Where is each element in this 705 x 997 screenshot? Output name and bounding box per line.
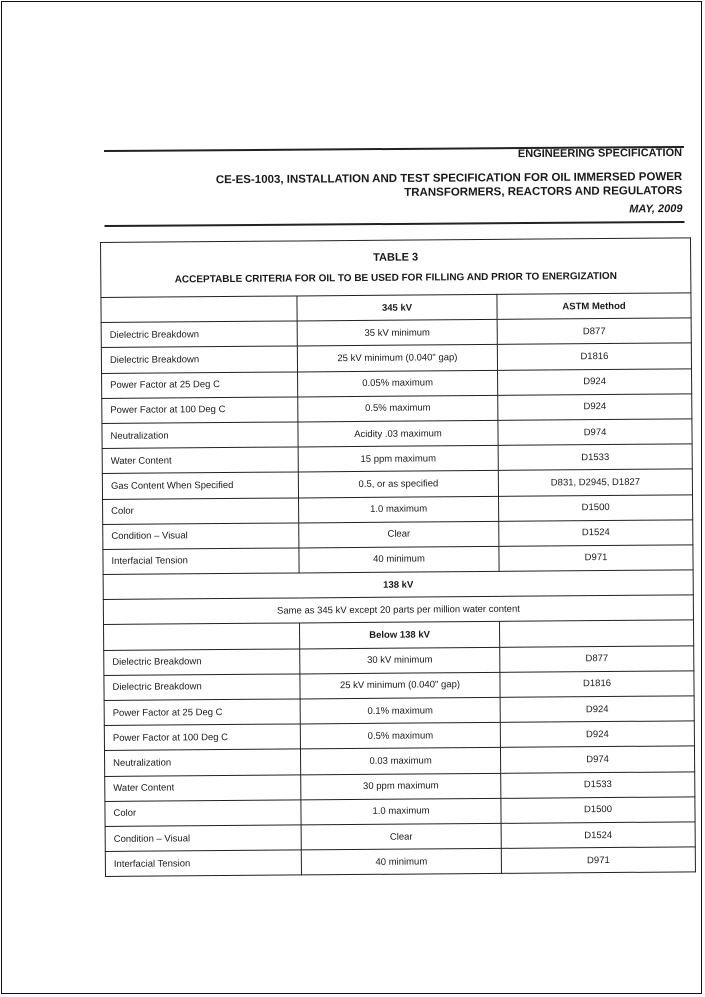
astm-method-cell: D1816 — [500, 671, 694, 698]
astm-method-cell: D877 — [497, 318, 691, 345]
oil-criteria-table-wrapper — [100, 237, 695, 877]
table-title-cell — [101, 238, 691, 298]
table-title: TABLE 3 — [373, 251, 419, 264]
astm-method-cell: D924 — [498, 368, 692, 395]
parameter-cell: Power Factor at 25 Deg C — [104, 699, 300, 726]
parameter-cell: Color — [105, 800, 301, 827]
criteria-value-cell: Clear — [301, 823, 501, 850]
astm-method-cell: D974 — [498, 419, 692, 446]
criteria-value-cell: 25 kV minimum (0.040" gap) — [300, 672, 500, 699]
criteria-value-cell: Clear — [299, 521, 499, 548]
parameter-cell: Dielectric Breakdown — [101, 346, 297, 373]
astm-method-cell: D924 — [500, 696, 694, 723]
oil-criteria-table — [100, 237, 696, 877]
astm-method-cell: D1500 — [499, 494, 693, 521]
engineering-spec-label: ENGINEERING SPECIFICATION — [517, 146, 683, 161]
criteria-value-cell: 1.0 maximum — [301, 798, 501, 825]
parameter-cell: Dielectric Breakdown — [104, 674, 300, 701]
parameter-cell: Interfacial Tension — [103, 548, 299, 575]
astm-method-cell: D1533 — [501, 771, 695, 798]
parameter-cell: Power Factor at 100 Deg C — [104, 724, 300, 751]
column-header-below-138kv: Below 138 kV — [300, 622, 500, 649]
astm-method-cell: D1500 — [501, 797, 695, 824]
criteria-value-cell: 0.05% maximum — [298, 370, 498, 397]
parameter-cell: Interfacial Tension — [105, 850, 301, 877]
astm-method-cell: D1816 — [497, 343, 691, 370]
astm-method-cell: D974 — [500, 746, 694, 773]
astm-method-cell: D1524 — [501, 822, 695, 849]
criteria-value-cell: 30 ppm maximum — [301, 773, 501, 800]
criteria-value-cell: 30 kV minimum — [300, 647, 500, 674]
criteria-value-cell: 40 minimum — [299, 546, 499, 573]
criteria-value-cell: 0.5, or as specified — [298, 471, 498, 498]
criteria-value-cell: 0.1% maximum — [300, 697, 500, 724]
criteria-value-cell: 0.5% maximum — [300, 723, 500, 750]
astm-method-cell: D971 — [501, 847, 695, 874]
criteria-value-cell: 15 ppm maximum — [298, 446, 498, 473]
spec-title-line1: CE-ES-1003, INSTALLATION AND TEST SPECIFICATION FOR OIL IMMERSED POWER — [215, 170, 683, 187]
parameter-cell: Neutralization — [104, 749, 300, 776]
section-138-label: 138 kV — [103, 570, 693, 600]
section-345-body — [101, 318, 693, 575]
column-header-astm-method: ASTM Method — [497, 293, 691, 320]
parameter-cell: Power Factor at 25 Deg C — [102, 372, 298, 399]
criteria-value-cell: 40 minimum — [301, 848, 501, 875]
astm-method-cell: D877 — [500, 645, 694, 672]
astm-method-cell: D1533 — [498, 444, 692, 471]
criteria-value-cell: 1.0 maximum — [299, 496, 499, 523]
astm-method-cell: D924 — [500, 721, 694, 748]
parameter-cell: Condition – Visual — [105, 825, 301, 852]
parameter-cell: Water Content — [102, 447, 298, 474]
criteria-value-cell: 35 kV minimum — [297, 320, 497, 347]
column-header-parameter-2 — [104, 623, 300, 650]
section-below-138-body — [104, 645, 696, 876]
astm-method-cell: D924 — [498, 394, 692, 421]
column-header-method-2 — [499, 620, 693, 647]
document-header — [104, 143, 685, 229]
table-title-row — [101, 238, 691, 298]
astm-method-cell: D1524 — [499, 520, 693, 547]
criteria-value-cell: 25 kV minimum (0.040" gap) — [297, 345, 497, 372]
spec-date: MAY, 2009 — [629, 202, 683, 216]
parameter-cell: Power Factor at 100 Deg C — [102, 397, 298, 424]
parameter-cell: Dielectric Breakdown — [101, 321, 297, 348]
parameter-cell: Condition – Visual — [103, 523, 299, 550]
parameter-cell: Water Content — [105, 775, 301, 802]
astm-method-cell: D831, D2945, D1827 — [498, 469, 692, 496]
parameter-cell: Color — [103, 497, 299, 524]
section-138-note: Same as 345 kV except 20 parts per million water content — [103, 595, 693, 625]
criteria-value-cell: Acidity .03 maximum — [298, 420, 498, 447]
criteria-value-cell: 0.03 maximum — [300, 748, 500, 775]
column-header-parameter — [101, 296, 297, 323]
parameter-cell: Gas Content When Specified — [102, 472, 298, 499]
criteria-value-cell: 0.5% maximum — [298, 395, 498, 422]
table-row — [105, 847, 695, 877]
parameter-cell: Dielectric Breakdown — [104, 649, 300, 676]
column-header-345kv: 345 kV — [297, 294, 497, 321]
parameter-cell: Neutralization — [102, 422, 298, 449]
table-subtitle: ACCEPTABLE CRITERIA FOR OIL TO BE USED FOR FILLING AND PRIOR TO ENERGIZATION — [174, 270, 617, 286]
spec-title-line2: TRANSFORMERS, REACTORS AND REGULATORS — [404, 184, 683, 199]
astm-method-cell: D971 — [499, 545, 693, 572]
